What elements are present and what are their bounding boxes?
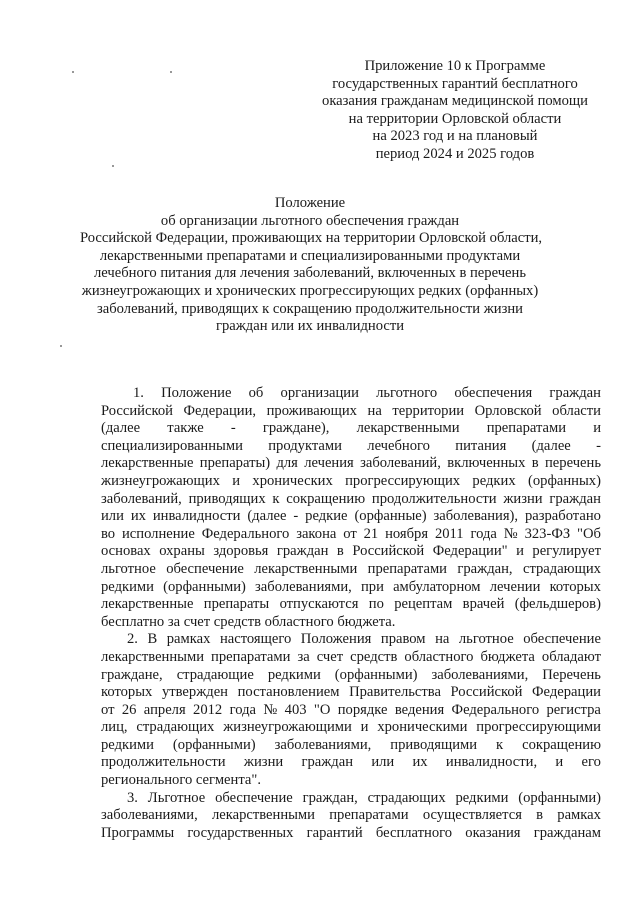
body-line: специализированными продуктами лечебного питания (далее - xyxy=(101,437,601,454)
scan-speck xyxy=(60,345,62,347)
body-line: основах охраны здоровья граждан в Российской Федерации" и регулирует xyxy=(101,543,601,560)
body-line: которых утвержден постановлением Правительства Российской Федерации xyxy=(101,684,601,701)
body-line: (далее также - граждане), лекарственными препаратами и xyxy=(101,420,601,437)
scan-speck xyxy=(72,71,74,73)
body-line: во исполнение Федерального закона от 21 ноября 2011 года № 323-ФЗ "Об xyxy=(101,525,601,542)
body-line: бесплатно за счет средств областного бюджета. xyxy=(101,613,396,630)
title-line: жизнеугрожающих и хронических прогрессирующих редких (орфанных) xyxy=(81,282,539,299)
appendix-line: Приложение 10 к Программе xyxy=(364,58,546,74)
body-line: Программы государственных гарантий бесплатного оказания гражданам xyxy=(101,824,601,841)
title-line: Российской Федерации, проживающих на территории Орловской области, xyxy=(80,230,543,247)
document-title xyxy=(80,195,543,336)
body-line: лекарственными препаратами за счет средств областного бюджета обладают xyxy=(101,648,601,665)
title-line: лекарственными препаратами и специализированными продуктами xyxy=(99,247,521,264)
scan-speck xyxy=(112,165,114,167)
body-line: редкими (орфанными) заболеваниями, приводящими к сокращению xyxy=(101,736,601,753)
body-line: регионального сегмента". xyxy=(101,772,261,789)
body-line: заболеваний, приводящих к сокращению продолжительности жизни граждан xyxy=(101,490,601,507)
body-line: 1. Положение об организации льготного обеспечения граждан xyxy=(133,385,601,401)
appendix-line: оказания гражданам медицинской помощи xyxy=(322,93,588,110)
body-line: граждане, страдающие редкими (орфанными) заболеваниями, Перечень xyxy=(101,666,601,683)
body-line: или их инвалидности (далее - редкие (орфанные) заболевания), разработано xyxy=(101,508,601,525)
body-line: 2. В рамках настоящего Положения правом на льготное обеспечение xyxy=(127,631,601,648)
scan-speck xyxy=(170,71,172,73)
document-body xyxy=(101,385,601,842)
title-line: Положение xyxy=(274,195,346,211)
appendix-header xyxy=(300,58,610,164)
body-line: льготное обеспечение лекарственными препаратами граждан, страдающих xyxy=(101,560,601,577)
appendix-line: на территории Орловской области xyxy=(348,110,562,127)
body-line: продолжительности жизни граждан или их инвалидности, и его xyxy=(101,754,601,771)
title-line: заболеваний, приводящих к сокращению продолжительности жизни xyxy=(97,300,523,317)
body-line: жизнеугрожающих и хронических прогрессирующих редких (орфанных) xyxy=(101,472,601,489)
body-line: редкими (орфанными) заболеваниями, при амбулаторном лечении которых xyxy=(101,578,601,595)
body-line: от 26 апреля 2012 года № 403 "О порядке ведения Федерального регистра xyxy=(101,701,601,718)
body-line: лекарственные препараты) для лечения заболеваний, включенных в перечень xyxy=(101,455,601,472)
title-line: об организации льготного обеспечения граждан xyxy=(160,212,460,229)
title-line: лечебного питания для лечения заболеваний, включенных в перечень xyxy=(94,265,526,282)
appendix-line: на 2023 год и на плановый xyxy=(372,128,538,145)
body-line: 3. Льготное обеспечение граждан, страдающих редкими (орфанными) xyxy=(127,789,601,806)
body-line: Российской Федерации, проживающих на территории Орловской области xyxy=(101,402,601,419)
body-line: заболеваниями, лекарственными препаратами осуществляется в рамках xyxy=(101,807,601,824)
body-line: лиц, страдающих жизнеугрожающими и хроническими прогрессирующими xyxy=(101,719,601,736)
appendix-line: период 2024 и 2025 годов xyxy=(375,145,535,162)
body-line: лекарственные препараты отпускаются по рецептам врачей (фельдшеров) xyxy=(101,596,601,613)
title-line: граждан или их инвалидности xyxy=(215,318,405,335)
appendix-line: государственных гарантий бесплатного xyxy=(332,75,578,92)
